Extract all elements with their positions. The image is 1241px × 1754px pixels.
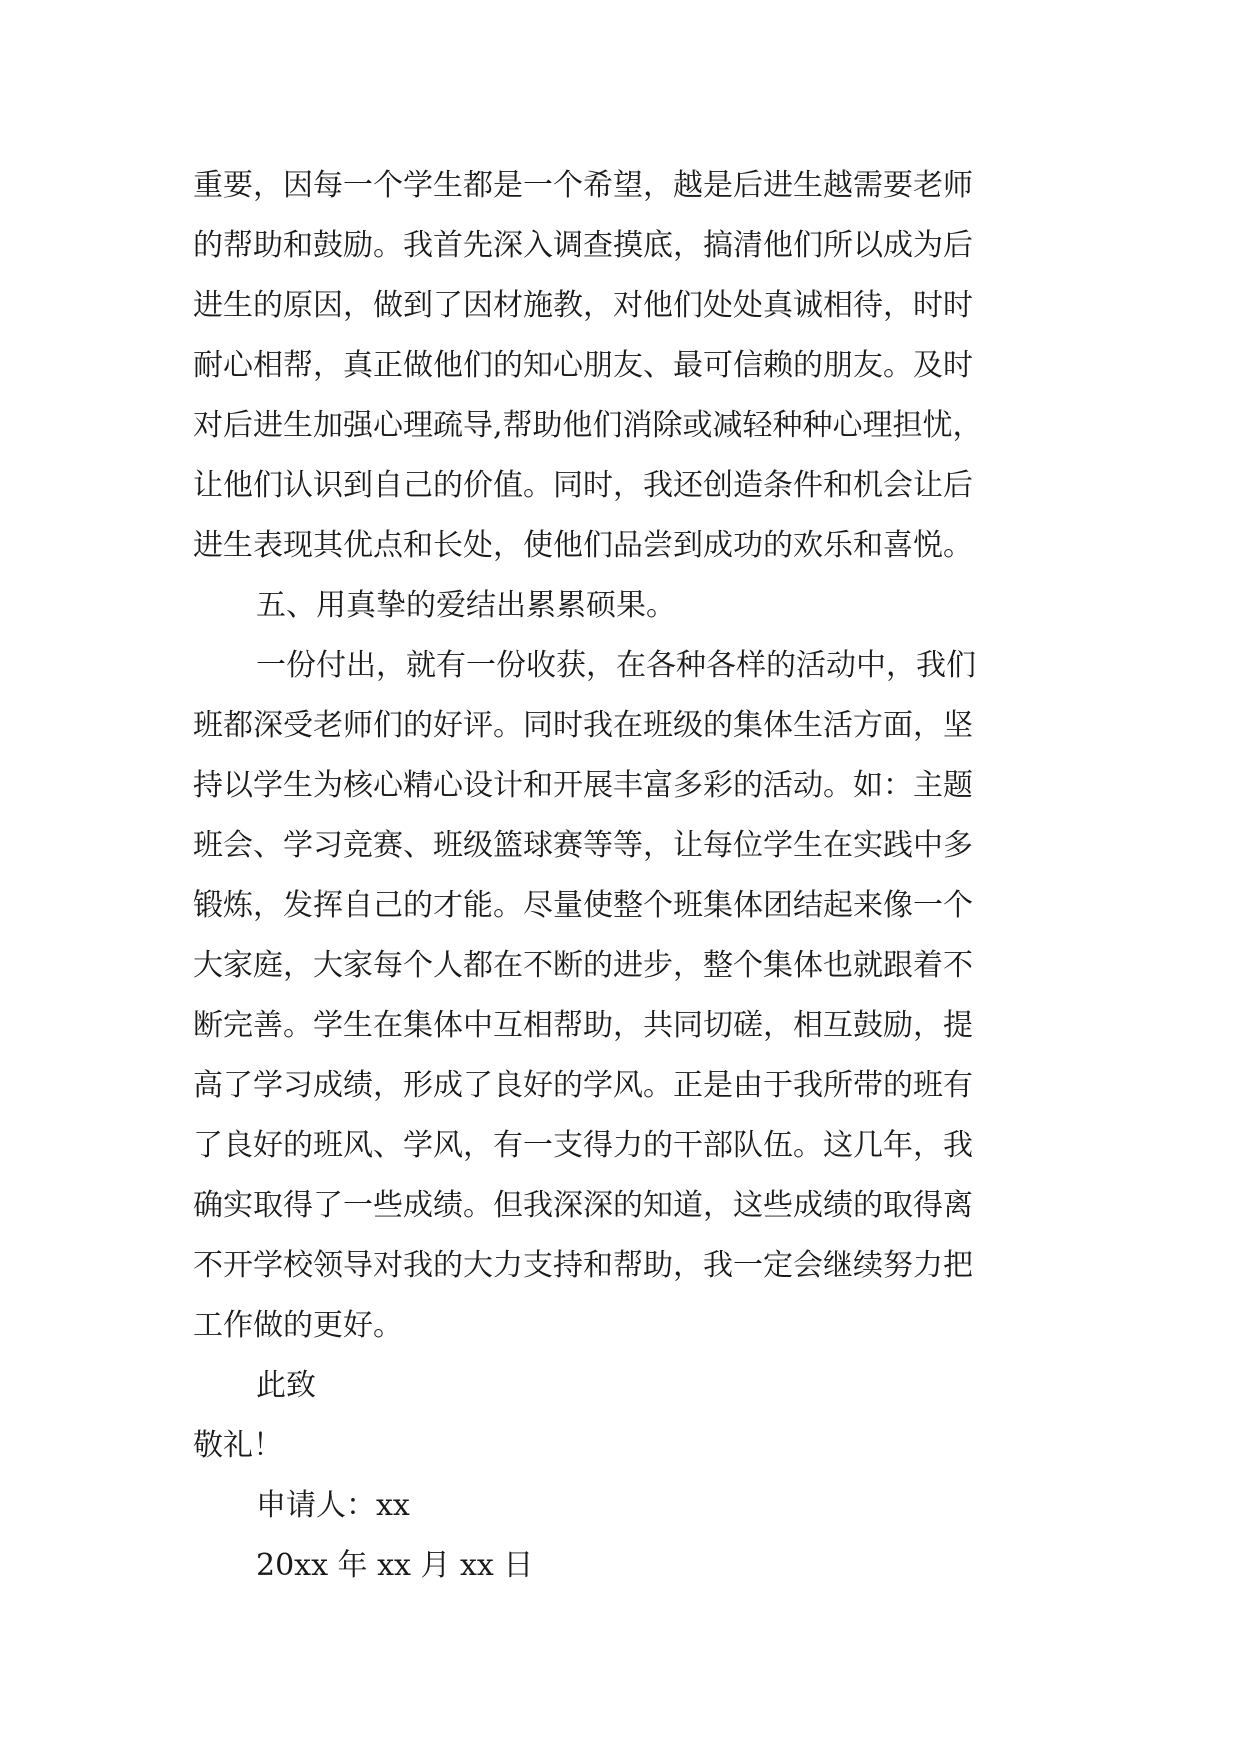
body-line: 的帮助和鼓励。我首先深入调查摸底，搞清他们所以成为后 (193, 228, 973, 263)
body-line: 耐心相帮，真正做他们的知心朋友、最可信赖的朋友。及时 (193, 348, 973, 383)
body-line: 进生表现其优点和长处，使他们品尝到成功的欢乐和喜悦。 (193, 528, 973, 563)
section-line: 大家庭，大家每个人都在不断的进步，整个集体也就跟着不 (193, 948, 973, 983)
body-line: 重要，因每一个学生都是一个希望，越是后进生越需要老师 (193, 168, 973, 203)
body-line: 对后进生加强心理疏导,帮助他们消除或减轻种种心理担忧， (193, 408, 983, 443)
body-line: 进生的原因，做到了因材施教，对他们处处真诚相待，时时 (193, 288, 973, 323)
section-line: 了良好的班风、学风，有一支得力的干部队伍。这几年，我 (193, 1128, 973, 1163)
section-line: 不开学校领导对我的大力支持和帮助，我一定会继续努力把 (193, 1248, 973, 1283)
section-line: 确实取得了一些成绩。但我深深的知道，这些成绩的取得离 (193, 1188, 973, 1223)
section-line: 锻炼，发挥自己的才能。尽量使整个班集体团结起来像一个 (193, 888, 973, 923)
applicant-text: 申请人：xx (256, 1488, 410, 1523)
body-line: 让他们认识到自己的价值。同时，我还创造条件和机会让后 (193, 468, 973, 503)
section-line: 持以学生为核心精心设计和开展丰富多彩的活动。如：主题 (193, 768, 973, 803)
section-line: 一份付出，就有一份收获，在各种各样的活动中，我们 (256, 648, 976, 683)
section-heading: 五、用真挚的爱结出累累硕果。 (256, 588, 676, 623)
section-line: 班会、学习竞赛、班级篮球赛等等，让每位学生在实践中多 (193, 828, 973, 863)
section-line: 班都深受老师们的好评。同时我在班级的集体生活方面，坚 (193, 708, 973, 743)
closing-text: 此致 (256, 1368, 316, 1403)
salute-text: 敬礼！ (193, 1428, 283, 1463)
section-line: 工作做的更好。 (193, 1308, 403, 1343)
section-line: 高了学习成绩，形成了良好的学风。正是由于我所带的班有 (193, 1068, 973, 1103)
section-line: 断完善。学生在集体中互相帮助，共同切磋，相互鼓励，提 (193, 1008, 973, 1043)
date-text: 20xx 年 xx 月 xx 日 (256, 1548, 534, 1583)
